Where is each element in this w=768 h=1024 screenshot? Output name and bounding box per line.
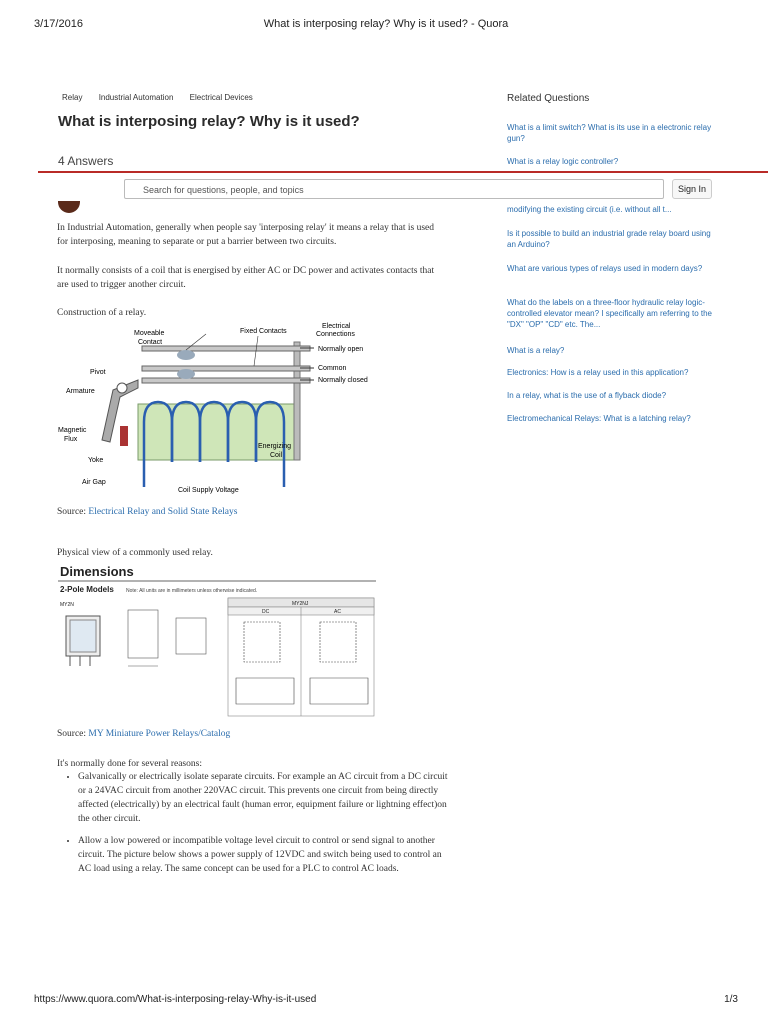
label-electrical: Electrical — [322, 323, 351, 330]
label-contact: Contact — [138, 339, 163, 346]
related-item[interactable]: In a relay, what is the use of a flyback diode? — [507, 391, 667, 400]
label-normally-closed: Normally closed — [318, 377, 368, 384]
related-item[interactable]: Electronics: How is a relay used in this application? — [507, 368, 689, 377]
topic-electrical-devices[interactable]: Electrical Devices — [189, 93, 253, 102]
answer-paragraph: It's normally done for several reasons: — [57, 759, 202, 769]
related-item[interactable]: What is a limit switch? What is its use in a electronic relay gun? — [507, 123, 712, 143]
normally-closed-strip — [142, 378, 310, 383]
related-item[interactable]: What do the labels on a three-floor hydraulic relay logic-controlled elevator mean? I specifically am referring to the "DX" "OP" "CD" etc. The... — [507, 298, 712, 329]
header-divider — [38, 171, 768, 173]
print-url: https://www.quora.com/What-is-interposing-relay-Why-is-it-used — [34, 994, 317, 1005]
answer-paragraph: It normally consists of a coil that is energised by either AC or DC power and activates contacts that are used to trigger another circuit. — [57, 266, 435, 290]
label-air-gap: Air Gap — [82, 479, 106, 486]
pin-layout — [176, 618, 206, 654]
answer-paragraph: Physical view of a commonly used relay. — [57, 548, 213, 558]
column-dc: DC — [262, 609, 270, 615]
column-ac: AC — [334, 609, 341, 615]
label-common: Common — [318, 365, 347, 372]
related-item[interactable]: What is a relay? — [507, 346, 565, 355]
related-item[interactable]: modifying the existing circuit (i.e. without all t... — [507, 205, 672, 214]
related-item[interactable]: Electromechanical Relays: What is a latching relay? — [507, 414, 691, 423]
contact-point — [177, 350, 195, 360]
label-energizing: Energizing — [258, 443, 292, 450]
reasons-list — [62, 770, 448, 884]
question-title: What is interposing relay? Why is it used? — [58, 113, 360, 130]
print-title: What is interposing relay? Why is it used? - Quora — [263, 18, 509, 30]
topic-industrial-automation[interactable]: Industrial Automation — [98, 93, 174, 102]
topic-list — [62, 93, 267, 102]
answer-paragraph: In Industrial Automation, generally when people say 'interposing relay' it means a relay that is used for interposing, meaning to separate or put a barrier between two circuits. — [57, 223, 434, 247]
source-label: Source: — [57, 729, 89, 739]
magnetic-pole — [120, 426, 128, 446]
print-page-number: 1/3 — [724, 994, 738, 1005]
source-label: Source: — [57, 507, 89, 517]
label-coil: Coil — [270, 452, 283, 459]
model-right: MY2NJ — [292, 601, 309, 607]
normally-open-strip — [142, 346, 310, 351]
label-normally-open: Normally open — [318, 346, 364, 353]
search-input[interactable]: Search for questions, people, and topics — [124, 179, 664, 199]
label-coil-supply: Coil Supply Voltage — [178, 487, 239, 494]
relay-dimensions-figure — [58, 560, 376, 720]
label-fixed-contacts: Fixed Contacts — [240, 328, 287, 335]
yoke-frame — [294, 342, 300, 460]
source-link-my-relays[interactable]: MY Miniature Power Relays/Catalog — [88, 729, 231, 739]
related-questions-title: Related Questions — [507, 93, 590, 104]
answer-paragraph: Construction of a relay. — [57, 308, 147, 318]
sign-in-button[interactable]: Sign In — [672, 179, 712, 199]
pivot-point — [117, 383, 127, 393]
common-strip — [142, 366, 310, 371]
answer-count: 4 Answers — [58, 154, 114, 168]
label-magnetic: Magnetic — [58, 427, 87, 434]
label-pivot: Pivot — [90, 369, 106, 376]
list-item: • Galvanically or electrically isolate separate circuits. For example an AC circuit from a DC circuit or a 24VAC circuit from another 220VAC circuit. This prevents one circuit from being directly affected (electrically) by an electrical fault (human error, equipment failure or lightning effect)on the other circuit. — [78, 770, 448, 826]
topic-relay[interactable]: Relay — [62, 93, 83, 102]
source-link-electrical-relay[interactable]: Electrical Relay and Solid State Relays — [88, 507, 238, 517]
label-yoke: Yoke — [88, 457, 104, 464]
dimensions-title: Dimensions — [60, 564, 134, 579]
side-view — [128, 610, 158, 658]
source-line — [57, 727, 443, 741]
label-armature: Armature — [66, 388, 95, 395]
model-left: MY2N — [60, 602, 74, 608]
source-line — [57, 505, 443, 519]
contact-point — [177, 369, 195, 379]
print-date: 3/17/2016 — [34, 18, 83, 30]
avatar — [58, 201, 80, 213]
related-item[interactable]: What are various types of relays used in modern days? — [507, 264, 703, 273]
dimensions-subtitle: 2-Pole Models — [60, 585, 114, 594]
label-connections: Connections — [316, 331, 355, 338]
related-item[interactable]: Is it possible to build an industrial grade relay board using an Arduino? — [507, 229, 711, 249]
label-moveable: Moveable — [134, 330, 165, 337]
relay-construction-diagram — [58, 322, 368, 497]
list-item: • Allow a low powered or incompatible voltage level circuit to control or send signal to another circuit. The picture below shows a power supply of 12VDC and switch being used to control an AC load using a relay. The same concept can be used for a PLC to control AC loads. — [78, 834, 448, 876]
dimensions-note: Note: All units are in millimeters unless otherwise indicated. — [126, 588, 258, 594]
related-item[interactable]: What is a relay logic controller? — [507, 157, 619, 166]
label-flux: Flux — [64, 436, 78, 443]
